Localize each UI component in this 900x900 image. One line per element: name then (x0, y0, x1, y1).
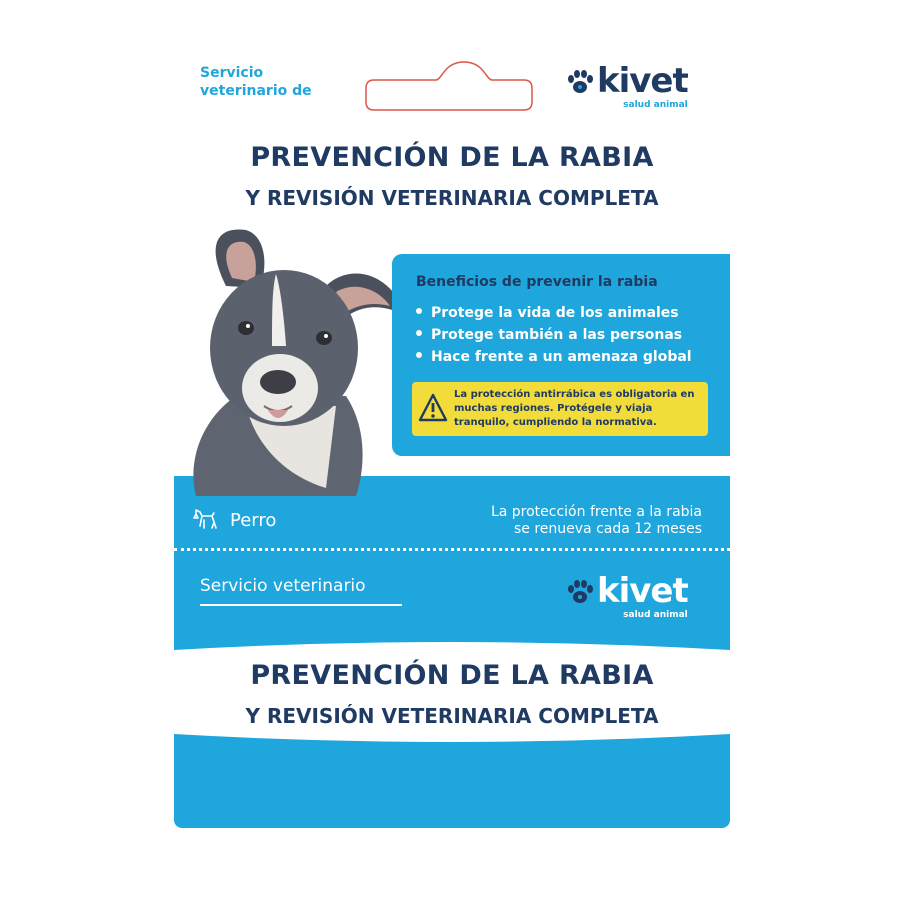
service-label-bottom: Servicio veterinario (200, 576, 402, 606)
dog-photo (176, 226, 412, 496)
list-item (416, 346, 692, 368)
species-indicator (192, 508, 276, 532)
kivet-logo-top (566, 61, 688, 110)
white-wave-band (174, 640, 730, 744)
logo-wordmark: kivet (597, 571, 688, 611)
hanger-hole-icon (364, 58, 536, 114)
list-item (416, 324, 692, 346)
kivet-logo-bottom (566, 571, 688, 620)
bottom-title-line1: PREVENCIÓN DE LA RABIA (250, 660, 654, 691)
logo-tagline: salud animal (623, 610, 688, 620)
perforation-divider (174, 548, 730, 551)
benefits-panel (392, 254, 730, 456)
species-label: Perro (230, 509, 277, 531)
dog-icon (192, 508, 220, 532)
benefit-text: Protege también a las personas (431, 327, 683, 343)
bullet-icon (416, 352, 422, 358)
list-item (416, 302, 692, 324)
benefit-text: Protege la vida de los animales (431, 305, 679, 321)
benefit-text: Hace frente a un amenaza global (431, 349, 692, 365)
benefits-heading: Beneficios de prevenir la rabia (416, 274, 658, 290)
bottom-title-line2: Y REVISIÓN VETERINARIA COMPLETA (245, 704, 659, 728)
benefits-list (416, 302, 692, 368)
bullet-icon (416, 330, 422, 336)
warning-box (412, 382, 708, 436)
warning-icon (418, 392, 448, 424)
renewal-line1: La protección frente a la rabia (490, 504, 702, 520)
warning-text: La protección antirrábica es obligatoria en muchas regiones. Protégele y viaja tranquilo, cumpliendo la normativa. (454, 389, 695, 428)
logo-wordmark: kivet (597, 61, 688, 101)
main-title-line1: PREVENCIÓN DE LA RABIA (250, 142, 654, 173)
bullet-icon (416, 308, 422, 314)
renewal-line2: se renueva cada 12 meses (513, 521, 702, 537)
paw-icon (566, 70, 594, 96)
logo-tagline: salud animal (623, 100, 688, 110)
service-header-text: Servicio veterinario de (200, 65, 312, 99)
paw-icon (566, 580, 594, 606)
renewal-text (420, 504, 702, 538)
main-title-line2: Y REVISIÓN VETERINARIA COMPLETA (245, 186, 659, 210)
